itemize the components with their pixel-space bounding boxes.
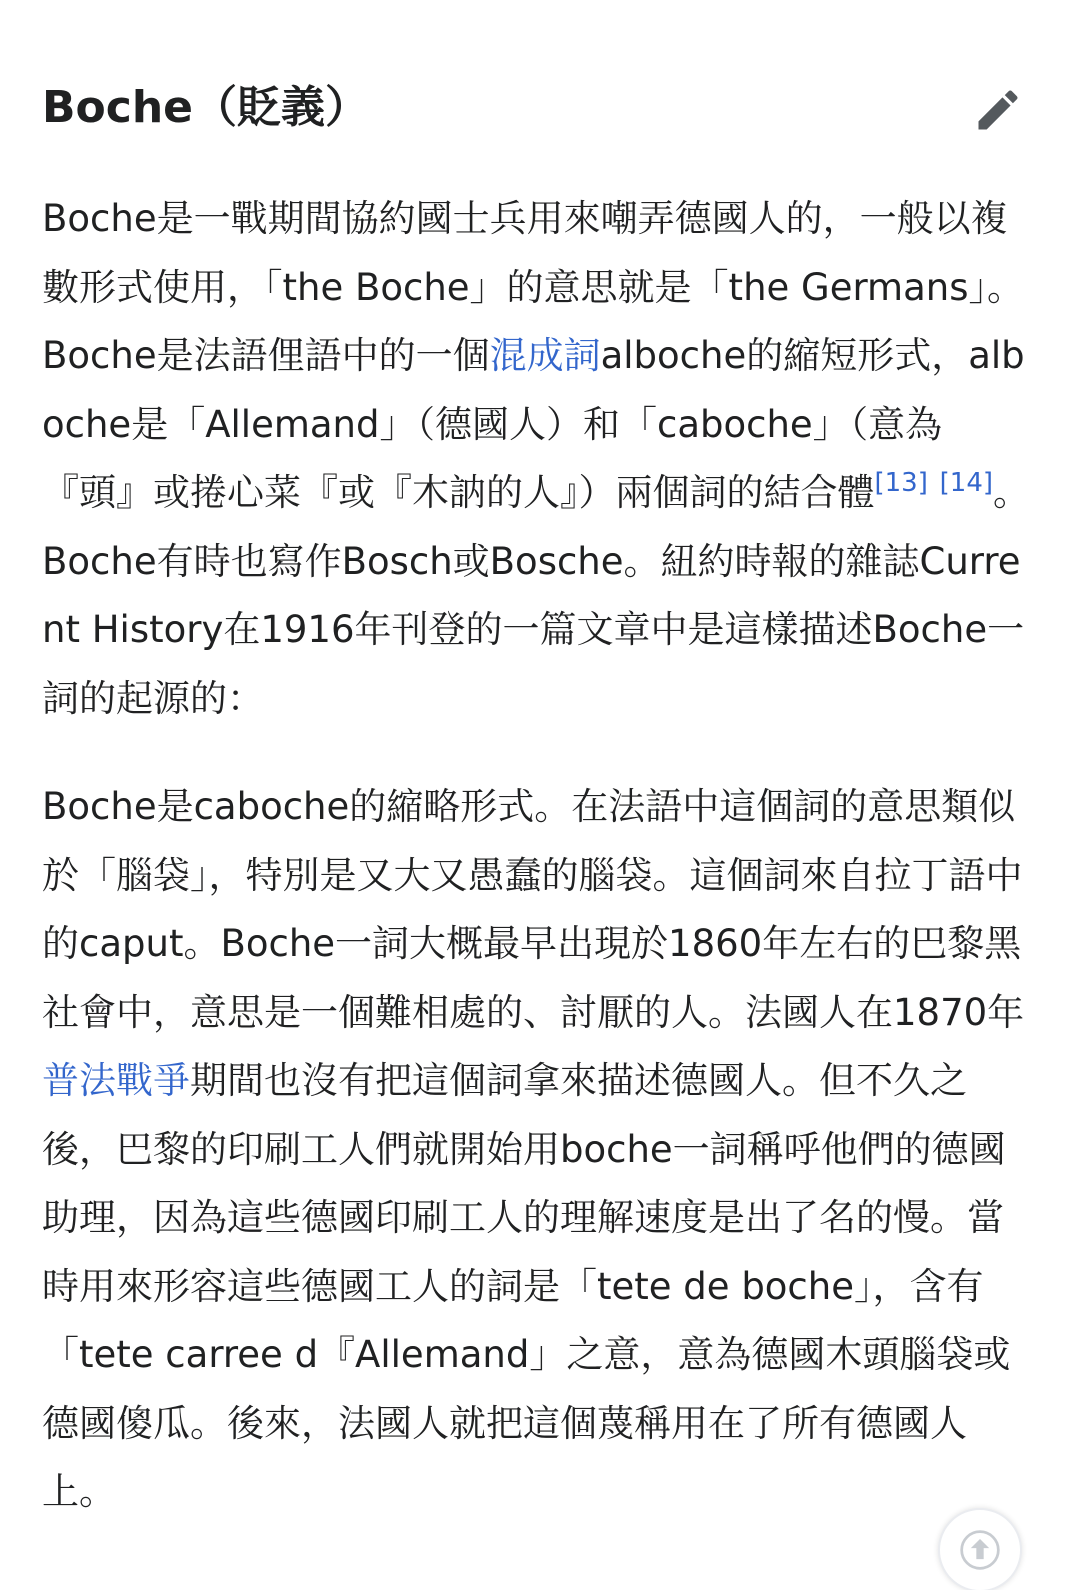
arrow-up-icon [958, 1528, 1002, 1572]
paragraph-text: alboche的縮短形式，alboche是「Allemand」（德國人）和「caboche」（意為『頭』或捲心菜『或『木訥的人』）兩個詞的結合體 [42, 334, 1025, 514]
paragraph-text: Boche是caboche的縮略形式。在法語中這個詞的意思類似於「腦袋」，特別是又大又愚蠢的腦袋。這個詞來自拉丁語中的caput。Boche一詞大概最早出現於1860年左右的巴黎黑社會中，意思是一個難相處的、討厭的人。法國人在1870年 [42, 785, 1025, 1034]
paragraph-text: Boche是一戰期間協約國士兵用來嘲弄德國人的，一般以複數形式使用，「the Boche」的意思就是「the Germans」。Boche是法語俚語中的一個 [42, 197, 1024, 377]
reference-13[interactable]: [13] [874, 468, 928, 498]
reference-14[interactable]: [14] [939, 468, 994, 498]
back-to-top-button[interactable] [938, 1508, 1022, 1590]
link-franco-prussian-war[interactable]: 普法戰爭 [42, 1059, 190, 1102]
paragraph-text: 。Boche有時也寫作Bosch或Bosche。紐約時報的雜誌Current History在1916年刊登的一篇文章中是這樣描述Boche一詞的起源的： [42, 471, 1031, 720]
edit-section-button[interactable] [968, 80, 1028, 140]
pencil-icon [972, 84, 1024, 136]
paragraph-quote [42, 773, 1032, 1527]
paragraph-text: 期間也沒有把這個詞拿來描述德國人。但不久之後，巴黎的印刷工人們就開始用boche一詞稱呼他們的德國助理，因為這些德國印刷工人的理解速度是出了名的慢。當時用來形容這些德國工人的詞是「tete de boche」，含有「tete carree d『Allemand」之意，意為德國木頭腦袋或德國傻瓜。後來，法國人就把這個蔑稱用在了所有德國人上。 [42, 1059, 1011, 1513]
paragraph-origin [42, 185, 1032, 733]
article-content [42, 0, 1032, 1590]
section-title: Boche（貶義） [42, 82, 370, 133]
link-portmanteau[interactable]: 混成詞 [489, 334, 601, 377]
section-header [42, 72, 1032, 148]
